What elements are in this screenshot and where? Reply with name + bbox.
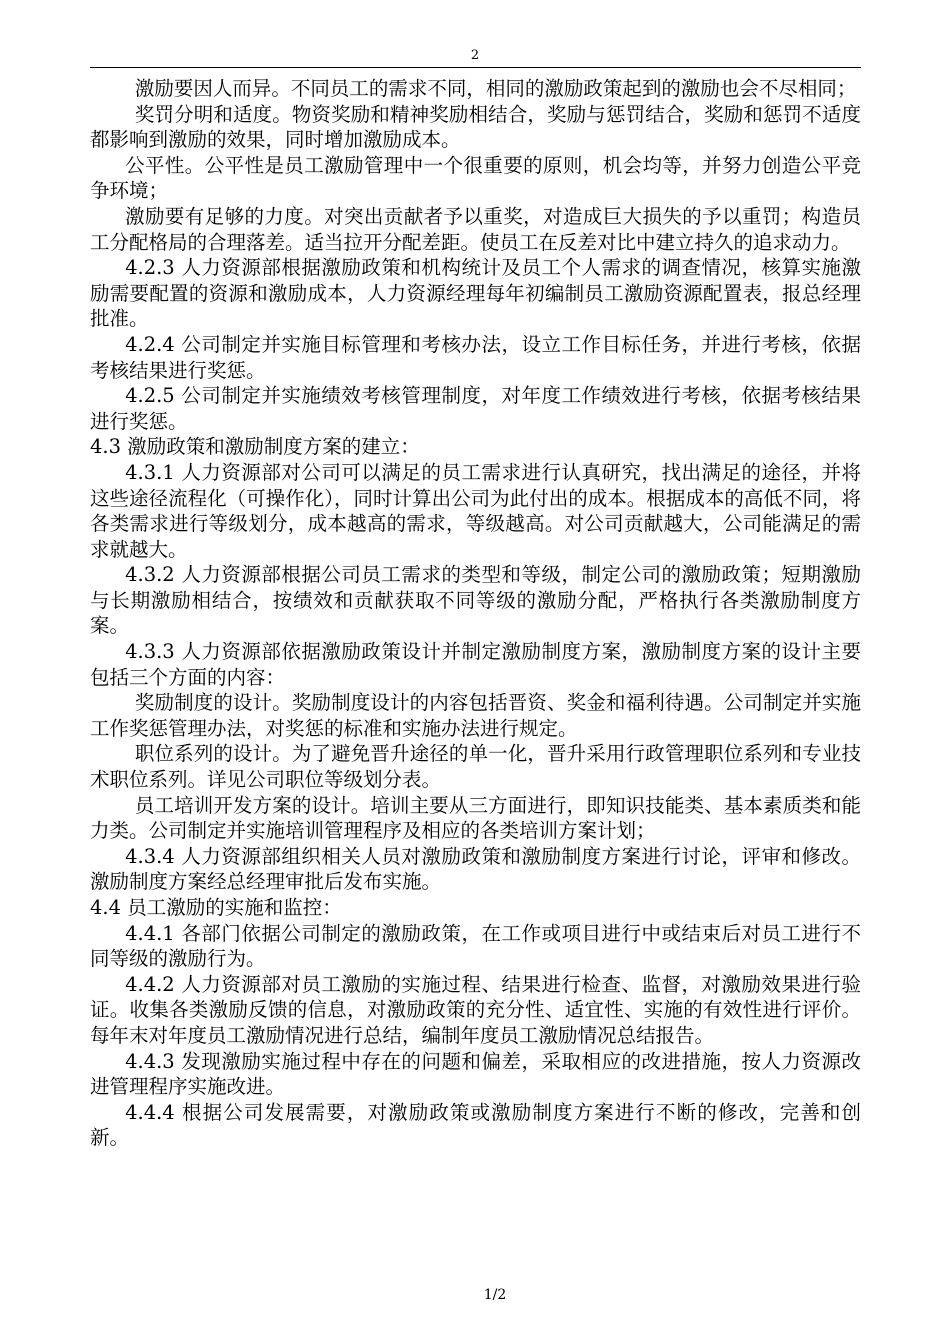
paragraph: 4.2.5 公司制定并实施绩效考核管理制度，对年度工作绩效进行考核，依据考核结果进行奖惩。 xyxy=(90,384,861,433)
document-body xyxy=(90,76,861,1151)
section-heading: 4.4 员工激励的实施和监控： xyxy=(90,896,342,919)
paragraph: 激励要有足够的力度。对突出贡献者予以重奖，对造成巨大损失的予以重罚；构造员工分配格局的合理落差。适当拉开分配差距。使员工在反差对比中建立持久的追求动力。 xyxy=(90,204,861,254)
paragraph: 职位系列的设计。为了避免晋升途径的单一化，晋升采用行政管理职位系列和专业技术职位系列。详见公司职位等级划分表。 xyxy=(90,742,861,792)
paragraph: 4.2.4 公司制定并实施目标管理和考核办法，设立工作目标任务，并进行考核，依据考核结果进行奖惩。 xyxy=(90,332,861,382)
paragraph: 4.3.4 人力资源部组织相关人员对激励政策和激励制度方案进行讨论，评审和修改。激励制度方案经总经理审批后发布实施。 xyxy=(90,844,861,894)
paragraph: 公平性。公平性是员工激励管理中一个很重要的原则，机会均等，并努力创造公平竞争环境； xyxy=(90,153,861,203)
paragraph: 奖罚分明和适度。物资奖励和精神奖励相结合，奖励与惩罚结合，奖励和惩罚不适度都影响到激励的效果，同时增加激励成本。 xyxy=(90,102,861,152)
section-heading: 4.3 激励政策和激励制度方案的建立： xyxy=(90,435,420,459)
footer-page-indicator: 1/2 xyxy=(483,1287,507,1303)
paragraph: 4.3.3 人力资源部依据激励政策设计并制定激励制度方案，激励制度方案的设计主要包括三个方面的内容： xyxy=(90,640,861,689)
paragraph: 奖励制度的设计。奖励制度设计的内容包括晋资、奖金和福利待遇。公司制定并实施工作奖惩管理办法，对奖惩的标准和实施办法进行规定。 xyxy=(90,691,861,740)
paragraph: 激励要因人而异。不同员工的需求不同，相同的激励政策起到的激励也会不尽相同； xyxy=(134,77,857,100)
paragraph: 员工培训开发方案的设计。培训主要从三方面进行，即知识技能类、基本素质类和能力类。公司制定并实施培训管理程序及相应的各类培训方案计划； xyxy=(90,793,861,843)
paragraph: 4.3.1 人力资源部对公司可以满足的员工需求进行认真研究，找出满足的途径，并将这些途径流程化（可操作化），同时计算出公司为此付出的成本。根据成本的高低不同，将各类需求进行等级划分，成本越高的需求，等级越高。对公司贡献越大，公司能满足的需求就越大。 xyxy=(90,460,861,561)
paragraph: 4.4.3 发现激励实施过程中存在的问题和偏差，采取相应的改进措施，按人力资源改进管理程序实施改进。 xyxy=(90,1049,861,1099)
header-divider xyxy=(90,67,861,68)
paragraph: 4.4.2 人力资源部对员工激励的实施过程、结果进行检查、监督，对激励效果进行验证。收集各类激励反馈的信息，对激励政策的充分性、适宜性、实施的有效性进行评价。每年末对年度员工激励情况进行总结，编制年度员工激励情况总结报告。 xyxy=(90,972,861,1047)
header-page-number: 2 xyxy=(470,48,480,63)
paragraph: 4.4.4 根据公司发展需要，对激励政策或激励制度方案进行不断的修改，完善和创新。 xyxy=(90,1100,861,1150)
paragraph: 4.3.2 人力资源部根据公司员工需求的类型和等级，制定公司的激励政策；短期激励与长期激励相结合，按绩效和贡献获取不同等级的激励分配，严格执行各类激励制度方案。 xyxy=(90,563,861,638)
paragraph: 4.4.1 各部门依据公司制定的激励政策，在工作或项目进行中或结束后对员工进行不同等级的激励行为。 xyxy=(90,921,861,971)
paragraph: 4.2.3 人力资源部根据激励政策和机构统计及员工个人需求的调查情况，核算实施激励需要配置的资源和激励成本，人力资源经理每年初编制员工激励资源配置表，报总经理批准。 xyxy=(90,256,861,331)
